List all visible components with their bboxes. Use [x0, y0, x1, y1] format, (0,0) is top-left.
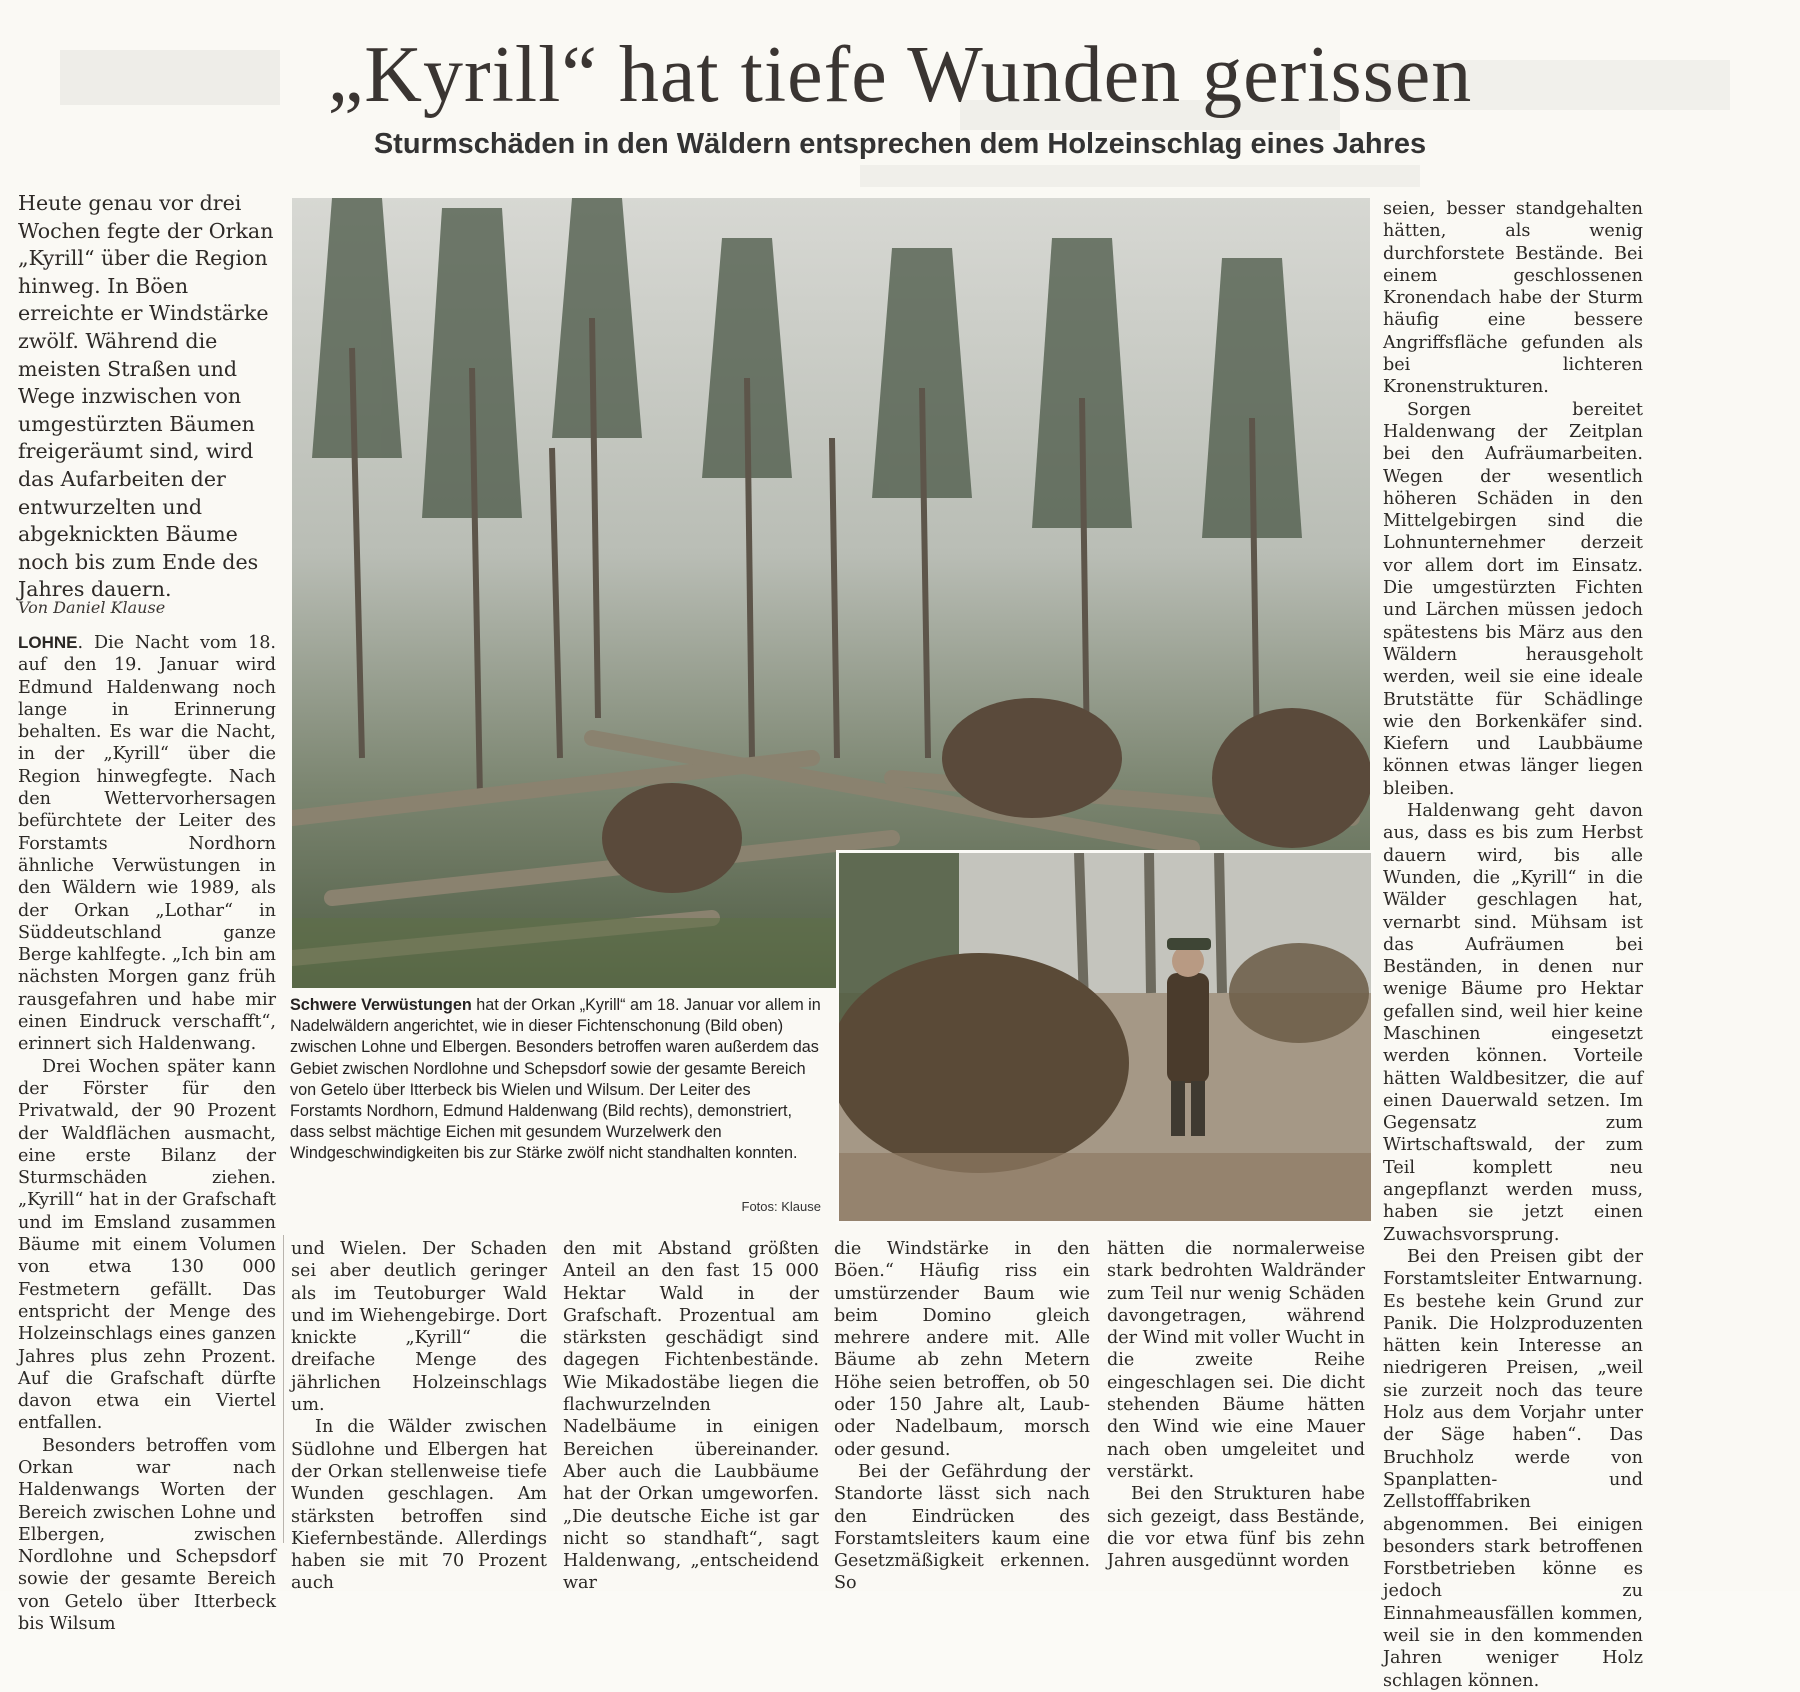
column-6 — [1383, 198, 1643, 1692]
col6-paragraph-1: seien, besser standgehalten hätten, als wenig durchforstete Bestände. Bei einem geschlossenen Kronendach habe der Sturm häufig eine bessere Angriffsfläche gefunden als bei lichteren Kronenstrukturen. — [1383, 199, 1643, 398]
col5-paragraph-1: hätten die normalerweise stark bedrohten Waldränder zum Teil nur wenig Schäden davongetragen, während der Wind mit voller Wucht in die zweite Reihe eingeschlagen sei. Die dicht stehenden Bäume hätten den Wind wie eine Mauer nach oben umgeleitet und verstärkt. — [1107, 1239, 1365, 1482]
caption-lead-in: Schwere Verwüstungen — [290, 996, 472, 1014]
col6-paragraph-3: Haldenwang geht davon aus, dass es bis zum Herbst dauern wird, bis alle Wunden, die „Kyrill“ in die Wälder geschlagen hat, vernarbt sind. Mühsam ist das Aufräumen bei Beständen, in denen nur wenige Bäume pro Hektar gefallen sind, weil hier keine Maschinen eingesetzt werden können. Vorteile hätten Waldbesitzer, die auf einen Dauerwald setzen. Im Gegensatz zum Wirtschaftswald, der zum Teil komplett neu angepflanzt werden muss, haben sie jetzt einen Zuwachsvorsprung. — [1383, 801, 1643, 1245]
byline: Von Daniel Klause — [18, 598, 166, 617]
photo-caption — [290, 995, 824, 1165]
column-rule — [283, 1235, 284, 1543]
column-3 — [563, 1238, 819, 1595]
col3-paragraph-1: den mit Abstand größten Anteil an den fast 15 000 Hektar Wald in der Grafschaft. Prozentual am stärksten geschädigt sind dagegen Fichtenbestände. Wie Mikadostäbe liegen die flachwurzelnden Nadelbäume in einigen Bereichen übereinander. Aber auch die Laubbäume hat der Orkan umgeworfen. „Die deutsche Eiche ist gar nicht so standhaft“, sagt Haldenwang, „entscheidend war — [563, 1239, 819, 1594]
col6-paragraph-4: Bei den Preisen gibt der Forstamtsleiter Entwarnung. Es bestehe kein Grund zur Panik. Die Holzproduzenten hätten kein Interesse an niedrigeren Preisen, „weil sie zurzeit noch das teure Holz aus dem Vorjahr unter der Säge haben“. Das Bruchholz werde von Spanplatten- und Zellstofffabriken abgenommen. Bei einigen besonders stark betroffenen Forstbetrieben könne es jedoch zu Einnahmeausfällen kommen, weil sie in den kommenden Jahren weniger Holz schlagen können. — [1383, 1246, 1643, 1691]
column-1 — [18, 632, 276, 1635]
col1-paragraph-3: Besonders betroffen vom Orkan war nach Haldenwangs Worten der Bereich zwischen Lohne und Elbergen, zwischen Nordlohne und Schepsdorf sowie der gesamte Bereich von Getelo über Itterbeck bis Wilsum — [18, 1435, 276, 1635]
column-5 — [1107, 1238, 1365, 1572]
lead-paragraph: Heute genau vor drei Wochen fegte der Orkan „Kyrill“ über die Region hinweg. In Böen erreichte er Windstärke zwölf. Während die meisten Straßen und Wege inzwischen von umgestürzten Bäumen freigeräumt sind, wird das Aufarbeiten der entwurzelten und abgeknickten Bäume noch bis zum Ende des Jahres dauern. — [18, 191, 274, 602]
col1-paragraph-1 — [18, 632, 276, 1056]
col5-paragraph-2: Bei den Strukturen habe sich gezeigt, dass Bestände, die vor etwa fünf bis zehn Jahren ausgedünnt worden — [1107, 1484, 1365, 1572]
col2-paragraph-1: und Wielen. Der Schaden sei aber deutlich geringer als im Teutoburger Wald und im Wiehengebirge. Dort knickte „Kyrill“ die dreifache Menge des jährlichen Holzeinschlags um. — [291, 1239, 547, 1416]
column-2 — [291, 1238, 547, 1595]
forester-with-uprooted-oak-photo — [836, 850, 1374, 1224]
headline: „Kyrill“ hat tiefe Wunden gerissen — [327, 31, 1473, 119]
caption-text: hat der Orkan „Kyrill“ am 18. Januar vor allem in Nadelwäldern angerichtet, wie in dieser Fichtenschonung (Bild oben) zwischen Lohne und Elbergen. Besonders betroffen waren außerdem das Gebiet zwischen Nordlohne und Schepsdorf sowie der gesamte Bereich von Getelo über Itterbeck bis Wielen und Wilsum. Der Leiter des Forstamts Nordhorn, Edmund Haldenwang (Bild rechts), demonstriert, dass selbst mächtige Eichen mit gesundem Wurzelwerk den Windgeschwindigkeiten bis zur Stärke zwölf nicht standhalten konnten. — [290, 996, 821, 1163]
dateline: LOHNE — [18, 633, 78, 652]
col4-paragraph-1: die Windstärke in den Böen.“ Häufig riss ein umstürzender Baum wie beim Domino gleich mehrere andere mit. Alle Bäume ab zehn Metern Höhe seien betroffen, ob 50 oder 150 Jahre alt, Laub- oder Nadelbaum, morsch oder gesund. — [834, 1239, 1090, 1460]
col4-paragraph-2: Bei der Gefährdung der Standorte lässt sich nach den Eindrücken des Forstamtsleiters kaum eine Gesetzmäßigkeit erkennen. So — [834, 1461, 1090, 1594]
col1-paragraph-1-text: . Die Nacht vom 18. auf den 19. Januar wird Edmund Haldenwang noch lange in Erinnerung behalten. Es war die Nacht, in der „Kyrill“ über die Region hinwegfegte. Nach den Wettervorhersagen befürchtete der Leiter des Forstamts Nordhorn ähnliche Verwüstungen in den Wäldern wie 1989, als der Orkan „Lothar“ in Süddeutschland ganze Berge kahlfegte. „Ich bin am nächsten Morgen ganz früh rausgefahren und habe mir einen Eindruck verschafft“, erinnert sich Haldenwang. — [18, 633, 276, 1055]
column-4 — [834, 1238, 1090, 1595]
subheadline: Sturmschäden in den Wäldern entsprechen dem Holzeinschlag eines Jahres — [373, 128, 1427, 160]
col1-paragraph-2: Drei Wochen später kann der Förster für den Privatwald, der 90 Prozent der Waldflächen ausmacht, eine erste Bilanz der Sturmschäden ziehen. „Kyrill“ hat in der Grafschaft und im Emsland zusammen Bäume mit einem Volumen von etwa 130 000 Festmetern gefällt. Das entspricht der Menge des Holzeinschlags eines ganzen Jahres plus zehn Prozent. Auf die Grafschaft dürfte davon etwa ein Viertel entfallen. — [18, 1056, 276, 1434]
photo-credit: Fotos: Klause — [741, 1199, 821, 1214]
col2-paragraph-2: In die Wälder zwischen Südlohne und Elbergen hat der Orkan stellenweise tiefe Wunden geschlagen. Am stärksten betroffen sind Kiefernbestände. Allerdings haben sie mit 70 Prozent auch — [291, 1417, 547, 1594]
col6-paragraph-2: Sorgen bereitet Haldenwang der Zeitplan bei den Aufräumarbeiten. Wegen der wesentlich höheren Schäden in den Mittelgebirgen sind die Lohnunternehmer derzeit vor allem dort im Einsatz. Die umgestürzten Fichten und Lärchen müssen jedoch spätestens bis März aus den Wäldern herausgeholt werden, weil sie eine ideale Brutstätte für Schädlinge wie den Borkenkäfer sind. Kiefern und Laubbäume können etwas länger liegen bleiben. — [1383, 399, 1643, 799]
